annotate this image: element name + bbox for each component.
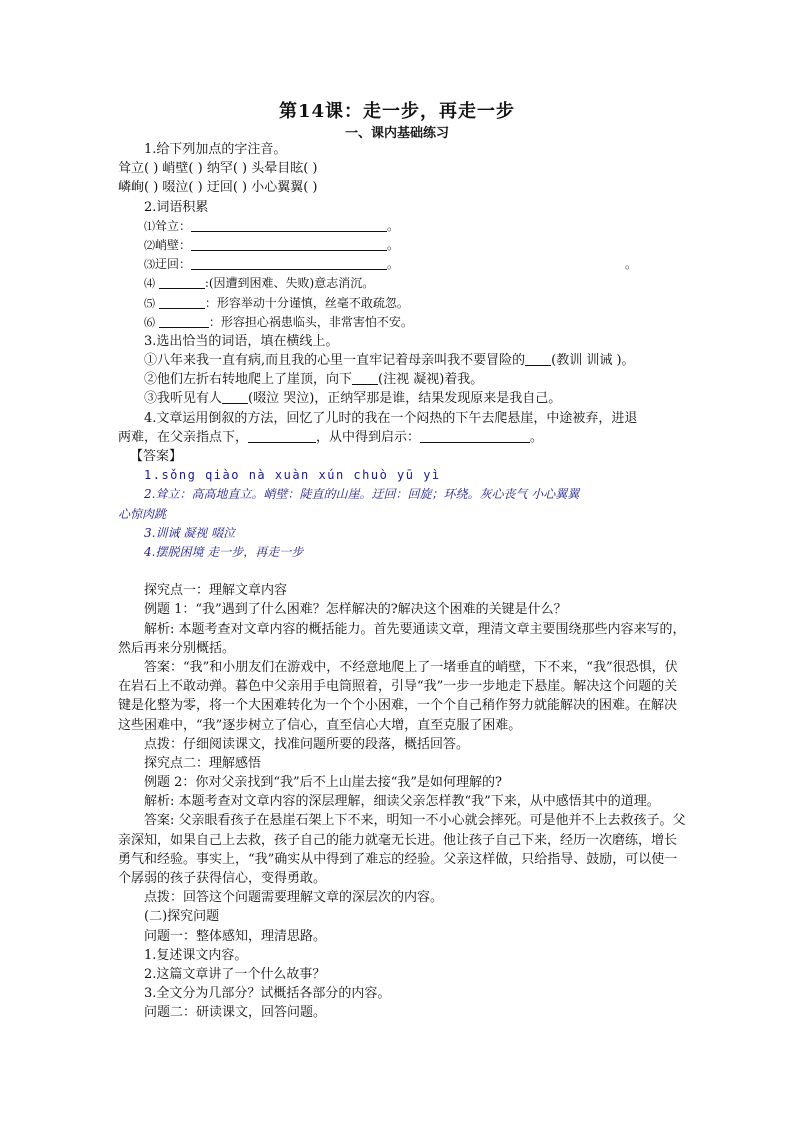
question-3-item: ②他们左折右转地爬上了崖顶，向下 (注视 凝视)着我。 [144,372,484,388]
answer-blank[interactable] [248,429,316,443]
answer-blank[interactable] [159,314,209,328]
question-4-line: 两难，在父亲指点下， ，从中得到启示： 。 [118,429,544,445]
page-title: 第14课：走一步，再走一步 [278,101,516,122]
inquiry-item: 1.复述课文内容。 [144,947,248,963]
section-heading: 一、课内基础练习 [344,126,449,141]
document-body [118,140,688,1023]
question-1-head: 1.给下列加点的字注音。 [144,142,287,157]
question-1-row: 嶙峋( ) 啜泣( ) 迂回( ) 小心翼翼( ) [118,180,318,196]
vocab-item: ⑹ ：形容担心祸患临头，非常害怕不安。 [144,314,413,329]
example-question: 例题 1：“我”遇到了什么困难？怎样解决的?解决这个困难的关键是什么？ [144,602,567,618]
inquiry-item: 2.这篇文章讲了一个什么故事？ [144,967,326,983]
inquiry-question: 问题一：整体感知，理清思路。 [144,928,327,944]
answer-blank[interactable] [352,371,378,385]
answer-blank[interactable] [420,429,530,443]
answer-text: 答案：“我”和小朋友们在游戏中，不经意地爬上了一堵垂直的峭壁，下不来，“我”很恐惧，伏在岩石上不敢动弹。暮色中父亲用手电筒照着，引导“我”一步一步地走下悬崖。解决这个问题的关键是化整为零，将一个大困难转化为一个个小困难，一个个自己稍作努力就能解决的困难。在解决这些困难中，“我”逐步树立了信心，直至信心大增，直至克服了困难。 [118,659,678,733]
answer-blank[interactable] [191,237,387,251]
question-3-item: ①八年来我一直有病,而且我的心里一直牢记着母亲叫我不要冒险的 (教训 训诫 )。 [144,353,635,369]
answer-line: 2.耸立：高高地直立。峭壁：陡直的山崖。迂回：回旋；环绕。灰心丧气 小心翼翼 [144,487,580,502]
inquiry-item: 3.全文分为几部分？试概括各部分的内容。 [144,986,391,1002]
question-3-item: ③我听见有人 (啜泣 哭泣)，正纳罕那是谁，结果发现原来是我自己。 [144,391,562,407]
hint-text: 点拨：回答这个问题需要理解文章的深层次的内容。 [144,890,444,906]
question-4-line: 4.文章运用倒叙的方法，回忆了儿时的我在一个闷热的下午去爬悬崖，中途被弃，进退 [144,410,638,426]
answer-blank[interactable] [525,352,551,366]
answer-blank[interactable] [159,275,205,289]
answer-text: 答案: 父亲眼看孩子在悬崖石架上下不来，明知一不小心就会摔死。可是他并不上去救孩子。父亲深知，如果自己上去救，孩子自己的能力就毫无长进。他让孩子自己下来，经历一次磨练，增长勇气和经验。事实上，“我”确实从中得到了难忘的经验。父亲这样做，只给指导、鼓励，可以使一个孱弱的孩子获得信心，变得勇敢。 [118,813,686,887]
inquiry-question: 问题二：研读课文，回答问题。 [144,1005,327,1021]
example-question: 例题 2：你对父亲找到“我”后不上山崖去接“我”是如何理解的? [144,775,502,791]
inquiry-title: (二)探究问题 [144,909,220,925]
vocab-item: ⑴耸立： 。 [144,218,400,233]
question-3-head: 3.选出恰当的词语，填在横线上。 [144,333,339,349]
answer-blank[interactable] [159,295,205,309]
question-2-head: 2.词语积累 [144,199,209,215]
analysis-text: 解析: 本题考查对文章内容的概括能力。首先要通读文章，理清文章主要围绕那些内容来写的，然后再来分别概括。 [118,621,686,656]
answer-line: 3.训诫 凝视 啜泣 [144,525,236,540]
hint-text: 点拨：仔细阅读课文，找准问题所要的段落，概括回答。 [144,736,470,752]
explore-point-title: 探究点一：理解文章内容 [144,583,288,599]
vocab-item: ⑵峭壁： 。 [144,237,400,252]
answers-label: 【答案】 [130,449,183,464]
question-1-row: 耸立( ) 峭壁( ) 纳罕( ) 头晕目眩( ) [118,161,318,177]
explore-point-title: 探究点二：理解感悟 [144,755,262,771]
answer-blank[interactable] [191,256,387,270]
answer-line: 1.sǒng qiào nà xuàn xún chuò yū yì [144,468,441,483]
vocab-item: ⑸ ：形容举动十分谨慎，丝毫不敢疏忽。 [144,295,409,310]
answer-line: 4.摆脱困境 走一步，再走一步 [144,544,304,559]
answer-blank[interactable] [222,390,248,404]
vocab-item: ⑷ :(因遭到困难、失败)意志消沉。 [144,276,375,291]
answer-line: 心惊肉跳 [118,506,167,521]
answers-block [118,466,688,562]
vocab-item: ⑶迂回： 。 。 [144,257,638,272]
analysis-text: 解析: 本题考查对文章内容的深层理解，细读父亲怎样教“我”下来，从中感悟其中的道理。 [144,794,660,810]
answer-blank[interactable] [191,218,387,232]
